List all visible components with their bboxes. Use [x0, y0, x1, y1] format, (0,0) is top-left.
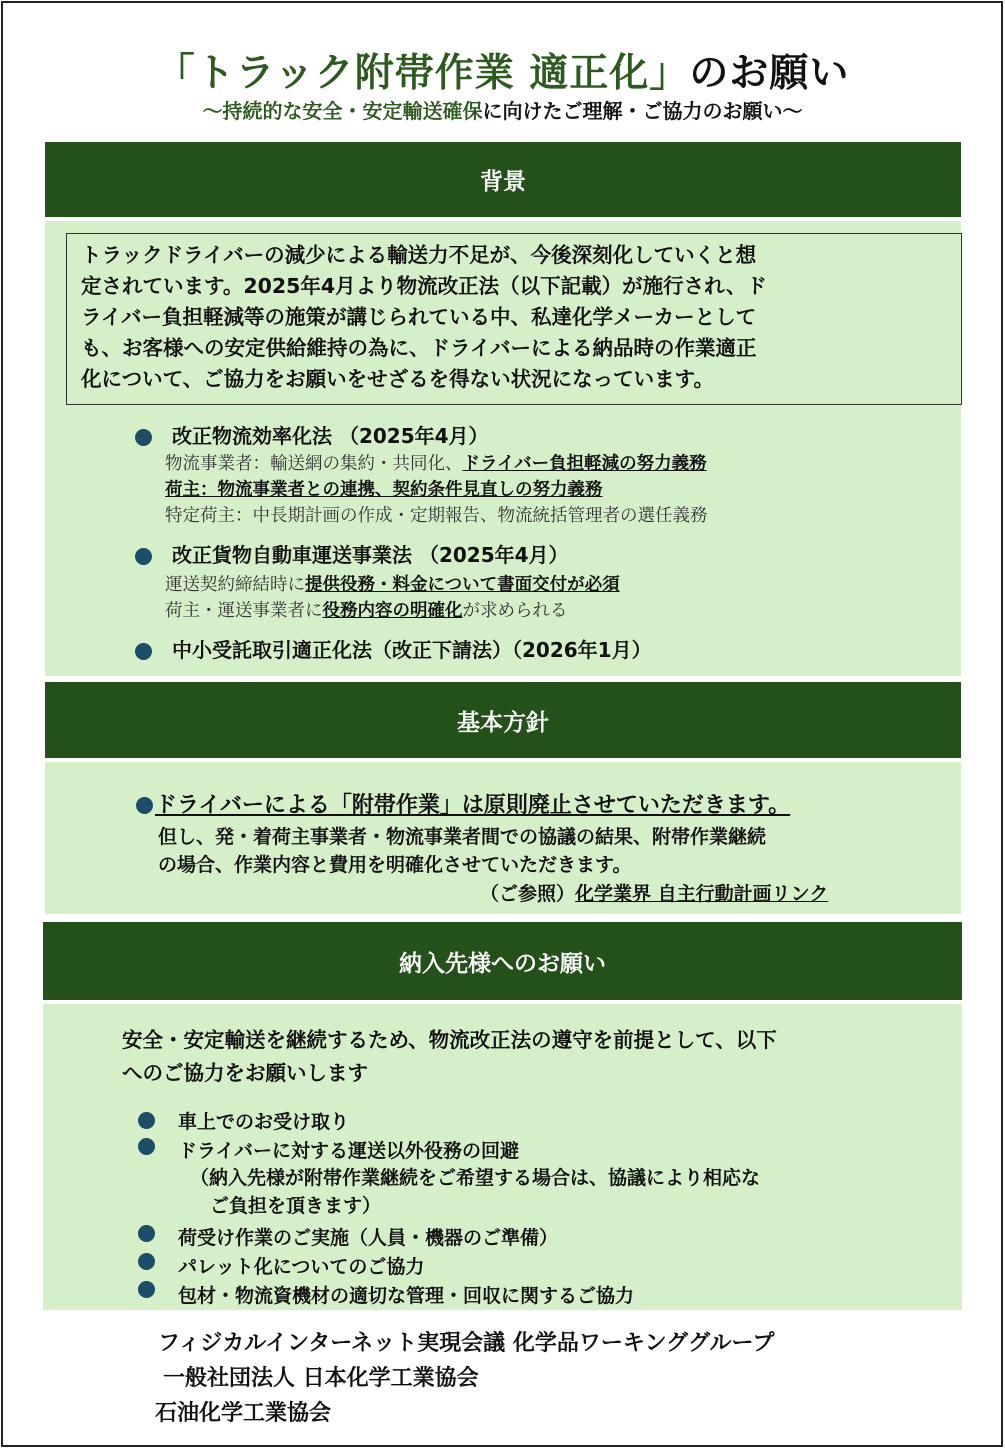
law-detail-emphasis: 役務内容の明確化 — [322, 601, 463, 621]
request-item: ドライバーに対する運送以外役務の回避 — [178, 1140, 520, 1162]
footer-organization: 石油化学工業協会 — [155, 1401, 332, 1426]
law-detail-line — [165, 599, 568, 623]
law-detail-text: 運送契約締結時に — [165, 575, 305, 595]
policy-heading-text: 基本方針 — [457, 709, 549, 736]
request-item: 荷受け作業のご実施（人員・機器のご準備） — [178, 1227, 559, 1249]
page-title — [0, 42, 1005, 98]
law-detail-line — [165, 478, 603, 502]
bullet-dot-icon — [138, 1281, 155, 1298]
request-item: パレット化についてのご協力 — [178, 1256, 425, 1278]
title-main: 「トラック附帯作業 適正化」 — [155, 51, 690, 96]
law-detail-text: が求められる — [462, 601, 568, 621]
law-detail-text: 荷主・運送事業者に — [165, 601, 323, 621]
footer-organization: 一般社団法人 日本化学工業協会 — [163, 1366, 479, 1391]
background-heading — [45, 142, 961, 217]
bullet-dot-icon — [135, 643, 152, 660]
bullet-dot-icon — [135, 429, 152, 446]
reference-prefix: （ご参照） — [480, 883, 576, 905]
intro-line: ライバー負担軽減等の施策が講じられている中、私達化学メーカーとして — [81, 305, 757, 329]
request-intro-line: 安全・安定輸送を継続するため、物流改正法の遵守を前提として、以下 — [122, 1028, 777, 1052]
bullet-dot-icon — [135, 548, 152, 565]
reference-link[interactable]: 化学業界 自主行動計画リンク — [575, 883, 829, 905]
policy-sub-line: の場合、作業内容と費用を明確化させていただきます。 — [158, 854, 632, 876]
bullet-dot-icon — [136, 797, 153, 814]
intro-line: トラックドライバーの減少による輸送力不足が、今後深刻化していくと想 — [81, 243, 757, 267]
subtitle-main: ～持続的な安全・安定輸送確保 — [202, 99, 483, 123]
request-item-note: （納入先様が附帯作業継続をご希望する場合は、協議により相応な — [190, 1167, 761, 1189]
policy-heading — [45, 682, 961, 758]
policy-sub-line: 但し、発・着荷主事業者・物流事業者間での協議の結果、附帯作業継続 — [158, 826, 767, 848]
footer-organization: フィジカルインターネット実現会議 化学品ワーキンググループ — [158, 1331, 775, 1356]
bullet-dot-icon — [138, 1225, 155, 1242]
intro-line: も、お客様への安定供給維持の為に、ドライバーによる納品時の作業適正 — [81, 336, 757, 360]
law-detail-line — [165, 452, 707, 476]
policy-main-statement: ドライバーによる「附帯作業」は原則廃止させていただきます。 — [155, 793, 791, 818]
law-title: 中小受託取引適正化法（改正下請法）（2026年1月） — [172, 638, 652, 662]
subtitle-suffix: に向けたご理解・ご協力のお願い～ — [482, 99, 803, 123]
law-detail-emphasis: 提供役務・料金について書面交付が必須 — [305, 575, 620, 595]
law-detail-text: 物流事業者：輸送網の集約・共同化、 — [165, 454, 463, 474]
request-item: 車上でのお受け取り — [178, 1111, 350, 1133]
bullet-dot-icon — [138, 1253, 155, 1270]
law-detail-emphasis: 荷主：物流事業者との連携、契約条件見直しの努力義務 — [165, 480, 603, 500]
law-title: 改正物流効率化法 （2025年4月） — [172, 424, 489, 448]
request-item: 包材・物流資機材の適切な管理・回収に関するご協力 — [178, 1285, 635, 1307]
request-intro-line: へのご協力をお願いします — [122, 1061, 368, 1085]
background-heading-text: 背景 — [480, 169, 526, 195]
law-detail-line: 特定荷主：中長期計画の作成・定期報告、物流統括管理者の選任義務 — [165, 506, 708, 526]
intro-line: 化について、ご協力をお願いをせざるを得ない状況になっています。 — [81, 367, 715, 391]
request-item-note: ご負担を頂きます） — [210, 1195, 382, 1217]
law-detail-emphasis: ドライバー負担軽減の努力義務 — [462, 454, 707, 474]
policy-reference — [480, 880, 828, 908]
intro-line: 定されています。2025年4月より物流改正法（以下記載）が施行され、ド — [81, 274, 767, 298]
request-heading-text: 納入先様へのお願い — [399, 950, 606, 977]
law-title: 改正貨物自動車運送事業法 （2025年4月） — [172, 543, 569, 567]
bullet-dot-icon — [138, 1138, 155, 1155]
law-detail-line — [165, 573, 620, 597]
page-subtitle — [0, 95, 1005, 124]
bullet-dot-icon — [138, 1112, 155, 1129]
background-intro-box — [66, 233, 962, 405]
title-suffix: のお願い — [689, 51, 850, 96]
request-heading — [43, 922, 962, 1000]
